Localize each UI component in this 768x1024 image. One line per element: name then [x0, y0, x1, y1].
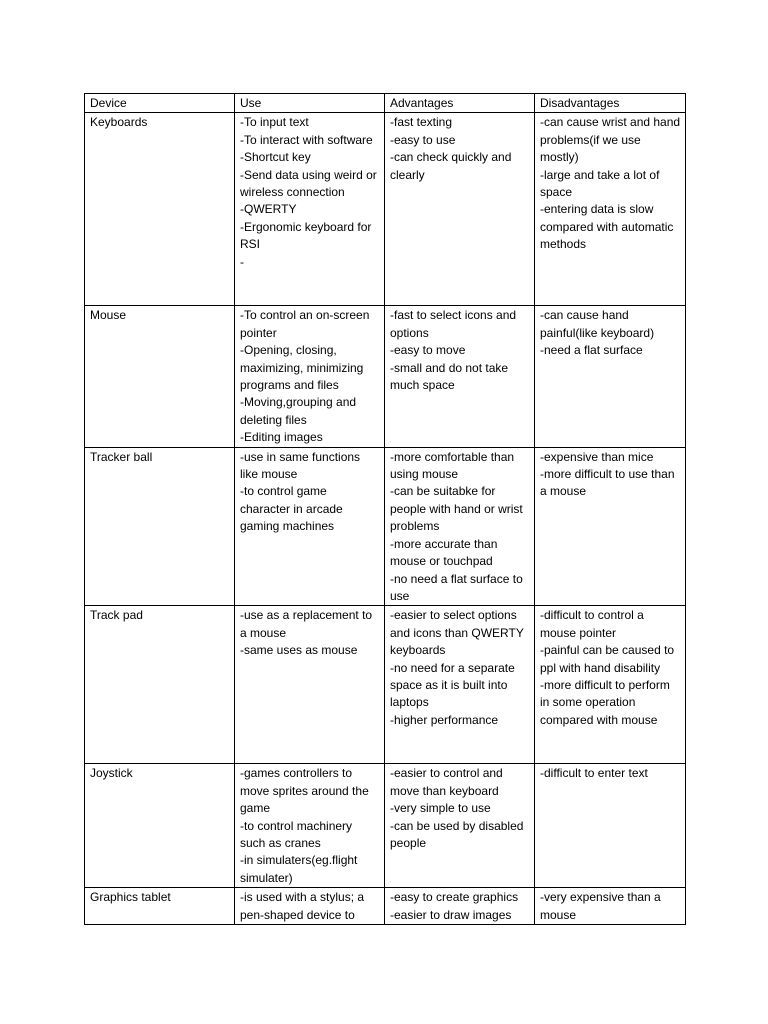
use-line: -in simulaters(eg.flight simulater) [240, 853, 358, 885]
use-line: -Editing images [240, 430, 323, 445]
cell-device [85, 888, 235, 925]
cell-use [235, 306, 385, 447]
device-label: Track pad [90, 608, 143, 623]
advantages-line: -more comfortable than using mouse [390, 449, 515, 482]
cell-advantages [385, 606, 535, 764]
cell-advantages [385, 764, 535, 888]
use-line: -games controllers to move sprites around the game [240, 766, 369, 816]
use-line: -Moving,grouping and deleting files [240, 395, 357, 427]
cell-device [85, 764, 235, 888]
cell-use [235, 447, 385, 606]
advantages-line: -small and do not take much space [390, 360, 509, 393]
advantages-line: -more accurate than mouse or touchpad [390, 536, 498, 569]
advantages-line: -no need for a separate space as it is built into laptops [390, 660, 515, 710]
table-row [85, 447, 686, 606]
advantages-line: -easier to select options and icons than QWERTY keyboards [390, 608, 524, 658]
advantages-line: -no need a flat surface to use [390, 571, 523, 603]
disadvantages-line: -large and take a lot of space [540, 167, 660, 200]
disadvantages-line: -more difficult to use than a mouse [540, 467, 675, 499]
cell-device [85, 447, 235, 606]
cell-use [235, 113, 385, 306]
advantages-line: -fast texting [390, 115, 453, 130]
disadvantages-line: -need a flat surface [540, 343, 643, 358]
device-label: Graphics tablet [90, 890, 171, 905]
advantages-line: -easier to control and move than keyboard [390, 766, 503, 798]
disadvantages-line: -more difficult to perform in some operation compared with mouse [540, 677, 670, 727]
header-device: Device [85, 94, 235, 113]
cell-advantages [385, 306, 535, 447]
use-line: -QWERTY [240, 202, 297, 217]
advantages-line: -easy to move [390, 343, 466, 358]
device-label: Mouse [90, 308, 127, 323]
table-row [85, 606, 686, 764]
disadvantages-line: -expensive than mice [540, 449, 654, 464]
disadvantages-line: -entering data is slow compared with automatic methods [540, 202, 674, 252]
use-line: -To interact with software [240, 132, 373, 147]
device-comparison-table [84, 93, 686, 925]
advantages-line: -can be suitabke for people with hand or wrist problems [390, 484, 523, 534]
disadvantages-line: -difficult to enter text [540, 766, 648, 781]
device-label: Joystick [90, 766, 133, 781]
cell-use [235, 764, 385, 888]
cell-use [235, 888, 385, 925]
use-line: -is used with a stylus; a pen-shaped device to [240, 890, 365, 922]
device-label: Tracker ball [90, 449, 153, 464]
use-line: -Ergonomic keyboard for RSI [240, 219, 372, 252]
advantages-line: -fast to select icons and options [390, 308, 517, 340]
disadvantages-line: -painful can be caused to ppl with hand disability [540, 643, 675, 675]
table-row [85, 764, 686, 888]
use-line: -to control game character in arcade gaming machines [240, 484, 343, 534]
cell-device [85, 113, 235, 306]
disadvantages-line: -very expensive than a mouse [540, 890, 661, 922]
use-line: -To control an on-screen pointer [240, 308, 370, 340]
use-line: -use in same functions like mouse [240, 449, 361, 482]
advantages-line: -can be used by disabled people [390, 818, 524, 850]
advantages-line: -easier to draw images [390, 907, 512, 922]
cell-advantages [385, 888, 535, 925]
header-use: Use [235, 94, 385, 113]
table-row [85, 113, 686, 306]
use-line: -Opening, closing, maximizing, minimizing programs and files [240, 343, 364, 393]
table-row [85, 306, 686, 447]
header-advantages: Advantages [385, 94, 535, 113]
disadvantages-line: -can cause wrist and hand problems(if we use mostly) [540, 115, 681, 165]
advantages-line: -easy to create graphics [390, 890, 519, 905]
use-line: -to control machinery such as cranes [240, 818, 353, 850]
cell-advantages [385, 113, 535, 306]
device-label: Keyboards [90, 115, 148, 130]
cell-disadvantages [535, 606, 686, 764]
use-line: -use as a replacement to a mouse [240, 608, 373, 640]
use-line: -To input text [240, 115, 309, 130]
header-row [85, 94, 686, 113]
cell-disadvantages [535, 447, 686, 606]
advantages-line: -can check quickly and clearly [390, 150, 512, 182]
table-row [85, 888, 686, 925]
table-body [85, 113, 686, 925]
cell-use [235, 606, 385, 764]
disadvantages-line: -difficult to control a mouse pointer [540, 608, 644, 640]
cell-disadvantages [535, 764, 686, 888]
use-line: - [240, 254, 244, 269]
cell-advantages [385, 447, 535, 606]
advantages-line: -higher performance [390, 712, 499, 727]
advantages-line: -very simple to use [390, 801, 491, 816]
use-line: -Shortcut key [240, 150, 311, 165]
cell-disadvantages [535, 113, 686, 306]
cell-device [85, 306, 235, 447]
cell-device [85, 606, 235, 764]
header-disadvantages: Disadvantages [535, 94, 686, 113]
use-line: -same uses as mouse [240, 643, 358, 658]
cell-disadvantages [535, 306, 686, 447]
disadvantages-line: -can cause hand painful(like keyboard) [540, 308, 655, 340]
advantages-line: -easy to use [390, 132, 456, 147]
use-line: -Send data using weird or wireless connection [240, 167, 377, 200]
cell-disadvantages [535, 888, 686, 925]
